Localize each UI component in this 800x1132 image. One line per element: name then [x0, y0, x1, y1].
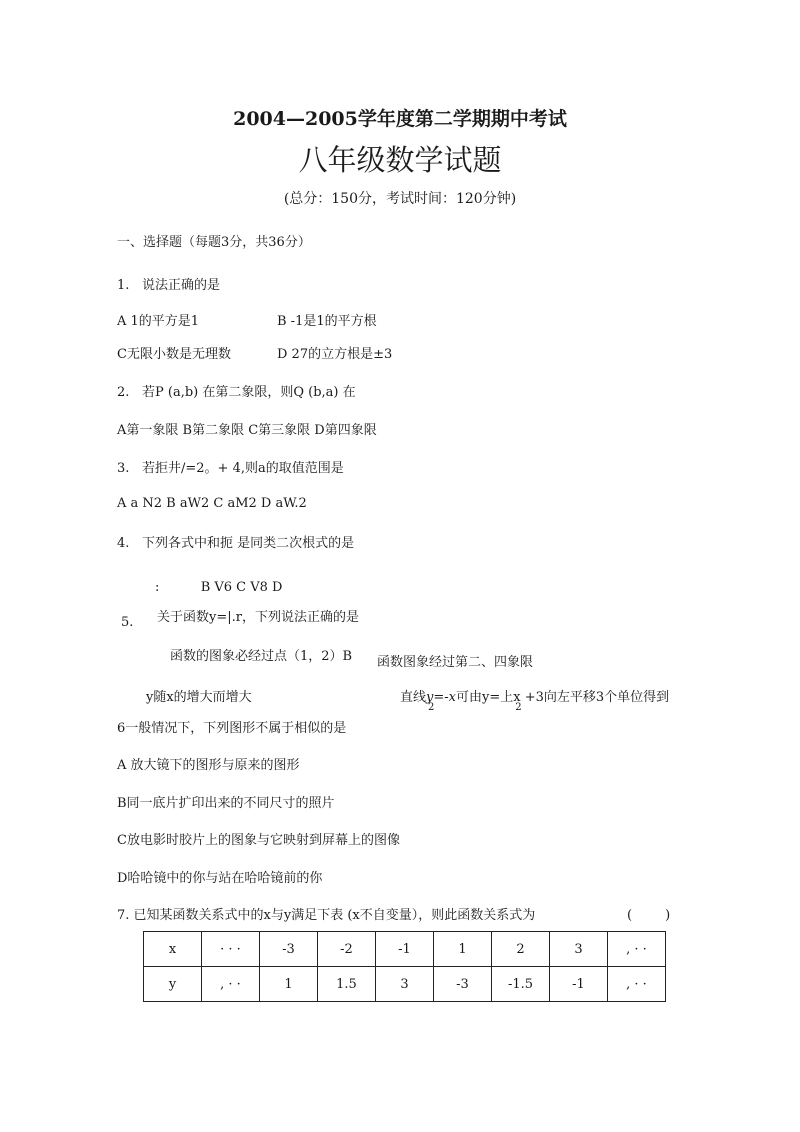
q6-option-c: C放电影时胶片上的图象与它映射到屏幕上的图像	[117, 833, 400, 848]
q1-option-b: B -1是1的平方根	[277, 314, 377, 329]
table-cell: -1	[550, 967, 608, 1002]
table-cell: y	[144, 967, 202, 1002]
q7-answer-paren: ( )	[627, 908, 671, 923]
q2-options: A第一象限 B第二象限 C第三象限 D第四象限	[117, 423, 377, 438]
q6-option-b: B同一底片扩印出来的不同尺寸的照片	[117, 796, 335, 811]
table-cell: 3	[376, 967, 434, 1002]
q5-option-b: 函数图象经过第二、四象限	[377, 655, 534, 670]
q5-option-d	[400, 690, 670, 713]
table-cell: 3	[550, 932, 608, 967]
table-cell: -2	[318, 932, 376, 967]
q5-fraction-1-den: 2	[428, 702, 435, 713]
q1-number: 1.	[117, 278, 130, 293]
q5-fraction-2-den: 2	[515, 702, 522, 713]
q4-options: : B V6 C V8 D	[155, 580, 283, 595]
table-cell: -1	[376, 932, 434, 967]
table-cell: 1.5	[318, 967, 376, 1002]
q3-options: A a N2 B aW2 C aM2 D aW.2	[117, 496, 307, 511]
q2-number: 2.	[117, 385, 130, 400]
q5-stem: 关于函数y=|.r，下列说法正确的是	[157, 610, 359, 625]
q6-stem: 6一般情况下，下列图形不属于相似的是	[117, 721, 347, 736]
q5-fraction-1-num: y=-x	[426, 690, 456, 705]
table-row-y	[144, 967, 666, 1002]
q3-number: 3.	[117, 461, 130, 476]
section-heading: 一、选择题（每题3分，共36分）	[117, 235, 311, 250]
table-cell: 2	[492, 932, 550, 967]
q7-stem: 7. 已知某函数关系式中的x与y满足下表 (x不自变量），则此函数关系式为	[117, 908, 536, 923]
q1-option-c: C无限小数是无理数	[117, 347, 231, 362]
table-cell: x	[144, 932, 202, 967]
q5-fraction-2	[513, 690, 522, 713]
q1-stem: 说法正确的是	[142, 278, 221, 293]
exam-subject: 八年级数学试题	[298, 143, 502, 177]
q1-option-a: A 1的平方是1	[117, 314, 200, 329]
q5-option-d-suffix: +3向左平移3个单位得到	[520, 690, 670, 705]
q2-stem: 若P (a,b) 在第二象限，则Q (b,a) 在	[142, 385, 356, 400]
q5-option-d-prefix: 直线	[400, 690, 427, 705]
q4-stem: 下列各式中和扼 是同类二次根式的是	[142, 536, 355, 551]
q1-option-d: D 27的立方根是±3	[277, 347, 393, 362]
q4-number: 4.	[117, 536, 130, 551]
q5-number: 5.	[121, 615, 134, 630]
table-cell: -1.5	[492, 967, 550, 1002]
q3-stem: 若拒井/=2。+ 4,则a的取值范围是	[142, 461, 344, 476]
function-value-table	[143, 931, 666, 1002]
q5-option-c: y随x的增大而增大	[146, 690, 252, 705]
q6-option-a: A 放大镜下的图形与原来的图形	[117, 758, 300, 773]
exam-info: (总分：150分，考试时间：120分钟)	[283, 191, 517, 207]
table-cell: -3	[434, 967, 492, 1002]
q5-fraction-2-num: x	[513, 690, 521, 705]
table-cell: 1	[434, 932, 492, 967]
q5-option-d-mid: 可由y=上	[455, 690, 514, 705]
table-cell: · · ·	[202, 932, 260, 967]
table-cell: , · ·	[202, 967, 260, 1002]
table-cell: -3	[260, 932, 318, 967]
table-cell: 1	[260, 967, 318, 1002]
table-row-x	[144, 932, 666, 967]
q6-option-d: D哈哈镜中的你与站在哈哈镜前的你	[117, 871, 323, 886]
exam-title: 2004—2005学年度第二学期期中考试	[233, 108, 567, 130]
q5-fraction-1	[426, 690, 456, 713]
table-cell: , · ·	[608, 932, 666, 967]
q5-option-a: 函数的图象必经过点（1，2）B	[170, 649, 353, 664]
table-cell: , · ·	[608, 967, 666, 1002]
